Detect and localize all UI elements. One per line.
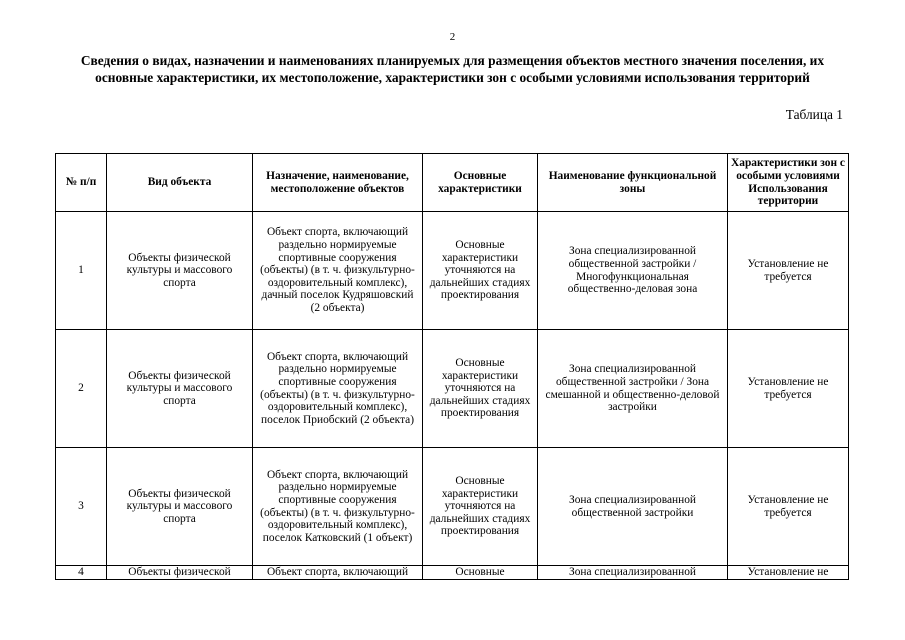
header-purpose: Назначение, наименование, местоположение объектов <box>253 154 423 212</box>
cell-special-zone: Установление не требуется <box>728 448 849 566</box>
header-characteristics: Основные характеристики <box>423 154 538 212</box>
table-label: Таблица 1 <box>785 107 843 122</box>
cell-purpose: Объект спорта, включающий раздельно нормируемые спортивные сооружения (объекты) (в т. ч. физкультурно-оздоровительный комплекс), дачный поселок Кудряшовский (2 объекта) <box>253 212 423 330</box>
cell-functional-zone: Зона специализированной общественной застройки / Многофункциональная общественно-деловая зона <box>538 212 728 330</box>
cell-object-type: Объекты физической <box>107 566 253 580</box>
cell-purpose: Объект спорта, включающий <box>253 566 423 580</box>
cell-number: 4 <box>56 566 107 580</box>
header-number: № п/п <box>56 154 107 212</box>
table-row <box>56 566 849 580</box>
table-row <box>56 212 849 330</box>
cell-characteristics: Основные характеристики уточняются на дальнейших стадиях проектирования <box>423 212 538 330</box>
cell-special-zone: Установление не <box>728 566 849 580</box>
cell-functional-zone: Зона специализированной <box>538 566 728 580</box>
cell-object-type: Объекты физической культуры и массового спорта <box>107 212 253 330</box>
header-object-type: Вид объекта <box>107 154 253 212</box>
header-special-zone: Характеристики зон с особыми условиями Использования территории <box>728 154 849 212</box>
table-row <box>56 448 849 566</box>
cell-characteristics: Основные характеристики уточняются на дальнейших стадиях проектирования <box>423 330 538 448</box>
cell-special-zone: Установление не требуется <box>728 330 849 448</box>
cell-functional-zone: Зона специализированной общественной застройки <box>538 448 728 566</box>
header-functional-zone: Наименование функциональной зоны <box>538 154 728 212</box>
table-header-row <box>56 154 849 212</box>
cell-object-type: Объекты физической культуры и массового спорта <box>107 330 253 448</box>
table-row <box>56 330 849 448</box>
cell-characteristics: Основные характеристики уточняются на дальнейших стадиях проектирования <box>423 448 538 566</box>
cell-number: 3 <box>56 448 107 566</box>
cell-purpose: Объект спорта, включающий раздельно нормируемые спортивные сооружения (объекты) (в т. ч. физкультурно-оздоровительный комплекс), поселок Приобский (2 объекта) <box>253 330 423 448</box>
cell-functional-zone: Зона специализированной общественной застройки / Зона смешанной и общественно-деловой застройки <box>538 330 728 448</box>
cell-object-type: Объекты физической культуры и массового спорта <box>107 448 253 566</box>
cell-purpose: Объект спорта, включающий раздельно нормируемые спортивные сооружения (объекты) (в т. ч. физкультурно-оздоровительный комплекс), поселок Катковский (1 объект) <box>253 448 423 566</box>
document-title: Сведения о видах, назначении и наименованиях планируемых для размещения объектов местного значения поселения, их основные характеристики, их местоположение, характеристики зон с особыми условиями использования территорий <box>80 53 825 85</box>
cell-number: 2 <box>56 330 107 448</box>
cell-special-zone: Установление не требуется <box>728 212 849 330</box>
objects-table <box>55 153 849 580</box>
cell-characteristics: Основные <box>423 566 538 580</box>
page-number: 2 <box>449 31 456 43</box>
cell-number: 1 <box>56 212 107 330</box>
